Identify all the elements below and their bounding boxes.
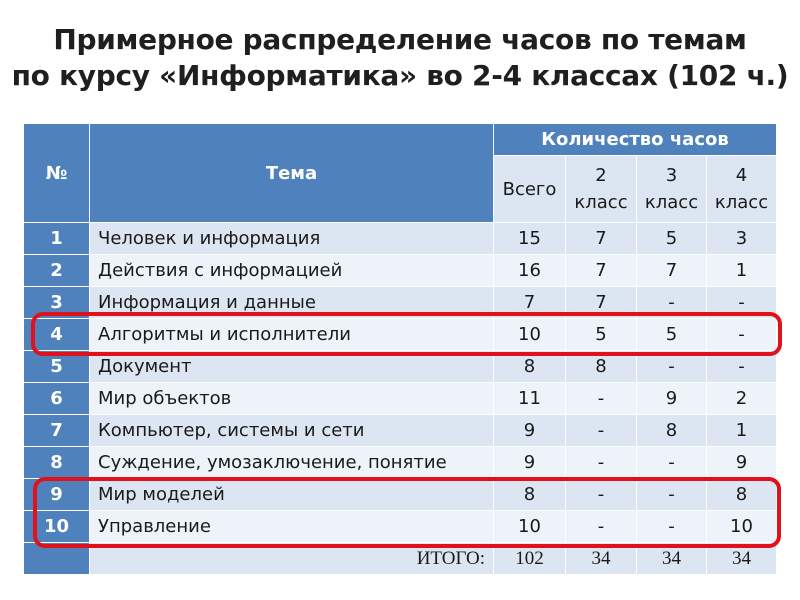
table-row — [24, 223, 777, 255]
table-row — [24, 287, 777, 319]
row-total: 9 — [494, 415, 566, 447]
row-total: 8 — [494, 479, 566, 511]
row-number: 6 — [24, 383, 90, 415]
row-topic: Управление — [90, 511, 494, 543]
row-grade-4: - — [707, 287, 777, 319]
header-total: Всего — [494, 156, 566, 223]
row-topic: Действия с информацией — [90, 255, 494, 287]
row-grade-2: 8 — [566, 351, 637, 383]
header-grade-2: 2 класс — [566, 156, 637, 223]
row-grade-3: 8 — [637, 415, 707, 447]
table-row — [24, 319, 777, 351]
row-grade-4: 10 — [707, 511, 777, 543]
row-topic: Компьютер, системы и сети — [90, 415, 494, 447]
row-grade-3: 5 — [637, 223, 707, 255]
header-grade-4: 4 класс — [707, 156, 777, 223]
row-topic: Человек и информация — [90, 223, 494, 255]
row-grade-4: 1 — [707, 415, 777, 447]
row-grade-2: 5 — [566, 319, 637, 351]
row-topic: Мир моделей — [90, 479, 494, 511]
row-grade-4: - — [707, 351, 777, 383]
table-row — [24, 255, 777, 287]
row-grade-3: 5 — [637, 319, 707, 351]
totals-total: 102 — [494, 543, 566, 575]
row-topic: Суждение, умозаключение, понятие — [90, 447, 494, 479]
row-grade-2: - — [566, 383, 637, 415]
row-number: 9 — [24, 479, 90, 511]
row-grade-4: 2 — [707, 383, 777, 415]
row-number: 4 — [24, 319, 90, 351]
row-total: 15 — [494, 223, 566, 255]
row-grade-3: 7 — [637, 255, 707, 287]
row-total: 7 — [494, 287, 566, 319]
row-grade-2: - — [566, 415, 637, 447]
totals-row — [24, 543, 777, 575]
row-grade-4: 3 — [707, 223, 777, 255]
row-grade-3: 9 — [637, 383, 707, 415]
row-total: 8 — [494, 351, 566, 383]
hours-table-container — [23, 123, 777, 575]
row-topic: Алгоритмы и исполнители — [90, 319, 494, 351]
row-grade-3: - — [637, 479, 707, 511]
totals-grade-3: 34 — [637, 543, 707, 575]
row-grade-4: 1 — [707, 255, 777, 287]
row-topic: Информация и данные — [90, 287, 494, 319]
header-number: № — [24, 124, 90, 223]
row-grade-2: 7 — [566, 255, 637, 287]
totals-label: ИТОГО: — [90, 543, 494, 575]
table-row — [24, 415, 777, 447]
row-grade-4: - — [707, 319, 777, 351]
hours-table — [23, 123, 777, 575]
header-grade-3: 3 класс — [637, 156, 707, 223]
row-topic: Мир объектов — [90, 383, 494, 415]
header-hours-group: Количество часов — [494, 124, 777, 156]
row-number: 1 — [24, 223, 90, 255]
totals-blank-cell — [24, 543, 90, 575]
row-number: 7 — [24, 415, 90, 447]
row-topic: Документ — [90, 351, 494, 383]
table-row — [24, 479, 777, 511]
row-grade-3: - — [637, 511, 707, 543]
totals-grade-4: 34 — [707, 543, 777, 575]
row-grade-3: - — [637, 351, 707, 383]
row-total: 10 — [494, 319, 566, 351]
table-row — [24, 351, 777, 383]
row-number: 8 — [24, 447, 90, 479]
row-number: 10 — [24, 511, 90, 543]
totals-grade-2: 34 — [566, 543, 637, 575]
row-total: 10 — [494, 511, 566, 543]
row-grade-4: 9 — [707, 447, 777, 479]
row-total: 11 — [494, 383, 566, 415]
row-total: 16 — [494, 255, 566, 287]
row-grade-2: 7 — [566, 287, 637, 319]
row-total: 9 — [494, 447, 566, 479]
row-grade-3: - — [637, 287, 707, 319]
row-number: 5 — [24, 351, 90, 383]
row-grade-2: - — [566, 479, 637, 511]
row-grade-4: 8 — [707, 479, 777, 511]
title-line-1: Примерное распределение часов по темам — [53, 23, 747, 56]
row-grade-2: - — [566, 511, 637, 543]
row-grade-2: 7 — [566, 223, 637, 255]
row-grade-3: - — [637, 447, 707, 479]
row-number: 3 — [24, 287, 90, 319]
row-grade-2: - — [566, 447, 637, 479]
table-row — [24, 383, 777, 415]
title-line-2: по курсу «Информатика» во 2-4 классах (102 ч.) — [11, 59, 789, 92]
table-row — [24, 511, 777, 543]
slide-title — [0, 22, 800, 94]
header-topic: Тема — [90, 124, 494, 223]
table-row — [24, 447, 777, 479]
row-number: 2 — [24, 255, 90, 287]
